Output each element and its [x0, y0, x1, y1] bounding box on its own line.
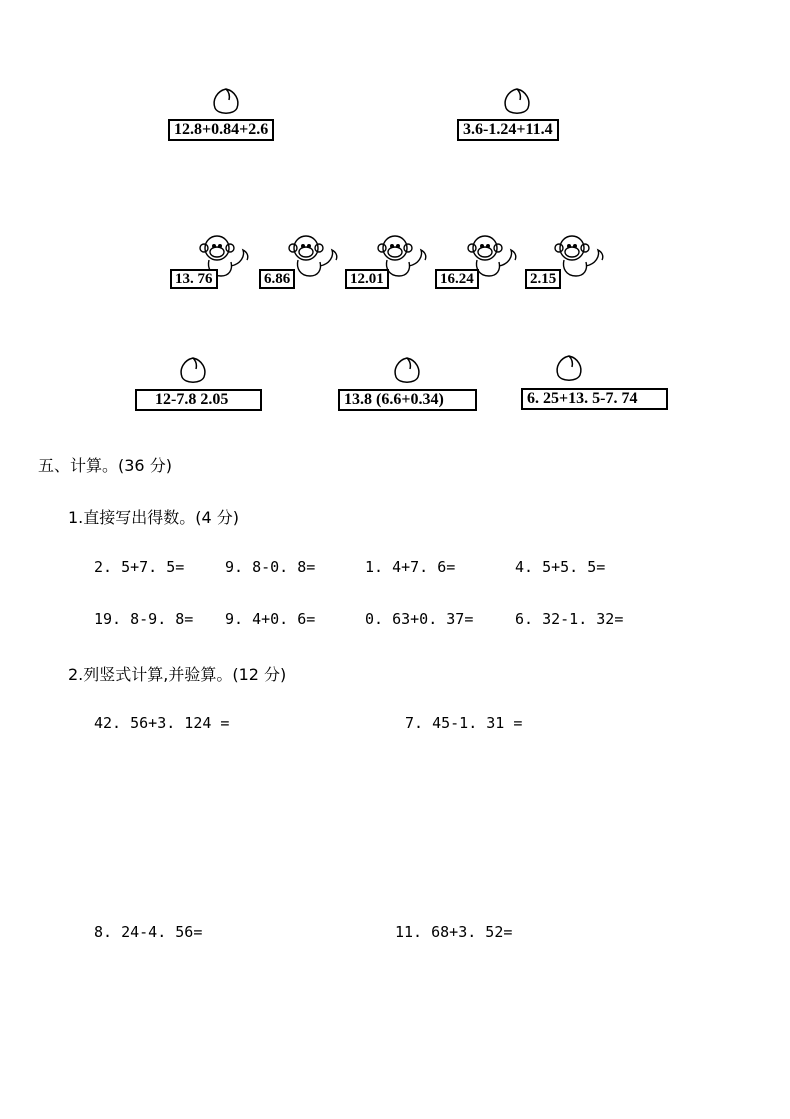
- peach-icon: [552, 353, 586, 385]
- section-heading: 五、计算。(36 分): [38, 456, 172, 475]
- q2-item: 7. 45-1. 31 =: [405, 714, 523, 732]
- monkey-answer-1: 13. 76: [170, 269, 218, 289]
- q2-item: 8. 24-4. 56=: [94, 923, 203, 941]
- q2-item: 11. 68+3. 52=: [395, 923, 513, 941]
- peach-expression-2: 3.6-1.24+11.4: [457, 119, 559, 141]
- q1-item: 19. 8-9. 8=: [94, 610, 194, 628]
- peach-icon: [209, 86, 243, 118]
- q1-item: 0. 63+0. 37=: [365, 610, 474, 628]
- monkey-answer-3: 12.01: [345, 269, 389, 289]
- question-2-title: 2.列竖式计算,并验算。(12 分): [68, 665, 287, 684]
- peach-expression-1: 12.8+0.84+2.6: [168, 119, 274, 141]
- q1-item: 6. 32-1. 32=: [515, 610, 624, 628]
- monkey-answer-2: 6.86: [259, 269, 295, 289]
- q1-item: 2. 5+7. 5=: [94, 558, 185, 576]
- question-1-title: 1.直接写出得数。(4 分): [68, 508, 240, 527]
- q1-item: 9. 8-0. 8=: [225, 558, 316, 576]
- peach-expression-4: 13.8 (6.6+0.34): [338, 389, 477, 411]
- monkey-answer-4: 16.24: [435, 269, 479, 289]
- monkey-answer-5: 2.15: [525, 269, 561, 289]
- q1-item: 9. 4+0. 6=: [225, 610, 316, 628]
- peach-expression-5: 6. 25+13. 5-7. 74: [521, 388, 668, 410]
- q1-item: 4. 5+5. 5=: [515, 558, 606, 576]
- q1-item: 1. 4+7. 6=: [365, 558, 456, 576]
- peach-icon: [176, 355, 210, 387]
- peach-icon: [500, 86, 534, 118]
- q2-item: 42. 56+3. 124 =: [94, 714, 230, 732]
- peach-expression-3: 12-7.8 2.05: [135, 389, 262, 411]
- peach-icon: [390, 355, 424, 387]
